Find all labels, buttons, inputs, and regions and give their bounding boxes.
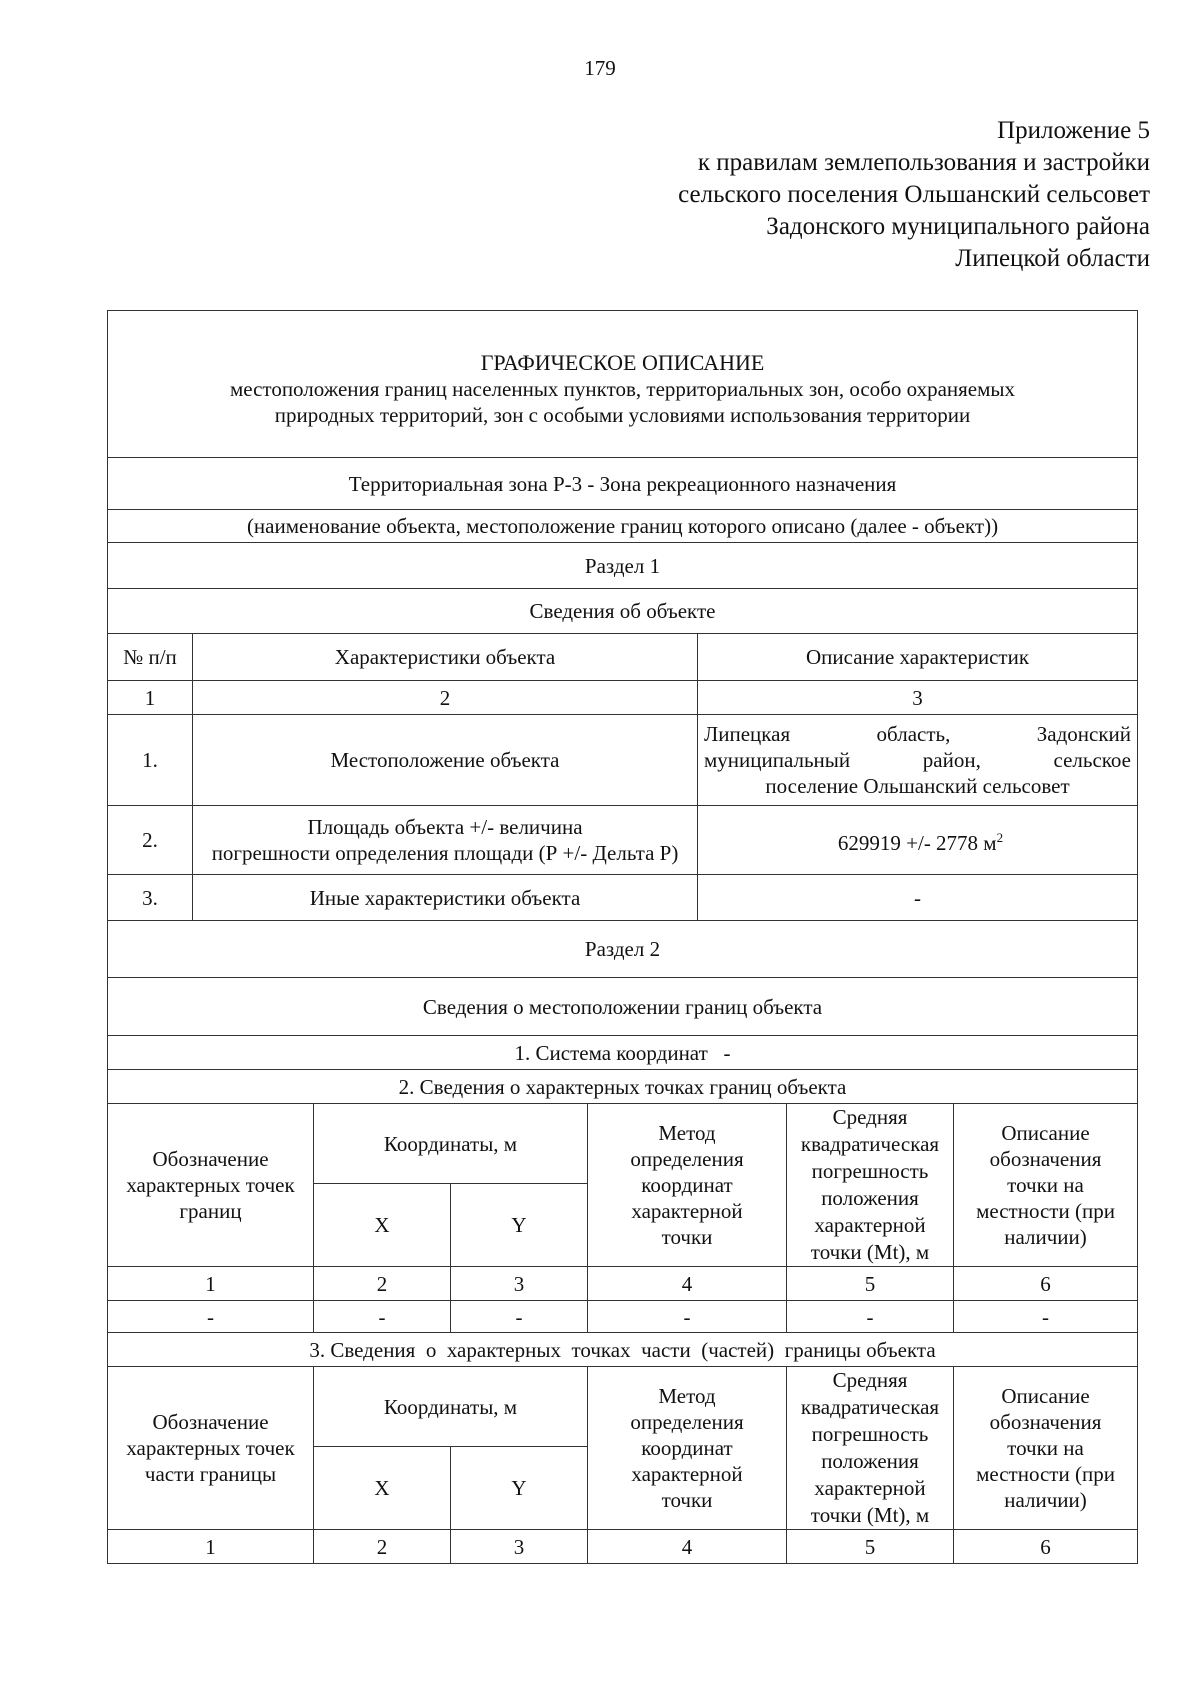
header-line: характерной <box>814 1476 926 1500</box>
graphic-description-table <box>107 310 1138 1564</box>
header-line: обозначения <box>989 1410 1102 1434</box>
header-line: части границы <box>144 1462 277 1486</box>
header-line: Метод <box>658 1384 716 1408</box>
col-number: 5 <box>787 1530 954 1564</box>
row-description <box>698 715 1138 806</box>
document-subtitle-line: природных территорий, зон с особыми условиями использования территории <box>274 403 971 427</box>
appendix-line: Задонского муниципального района <box>766 213 1150 240</box>
col-number: 6 <box>954 1530 1138 1564</box>
empty-cell: - <box>787 1301 954 1333</box>
header-line: точки <box>661 1488 713 1512</box>
coordinate-system: 1. Система координат - <box>108 1036 1138 1070</box>
col-number: 4 <box>588 1530 787 1564</box>
header-line: характерной <box>631 1462 743 1486</box>
col-number: 2 <box>193 681 698 715</box>
appendix-note <box>530 115 1150 275</box>
object-name-caption: (наименование объекта, местоположение границ которого описано (далее - объект)) <box>108 510 1138 543</box>
row-characteristic <box>193 806 698 875</box>
appendix-line: сельского поселения Ольшанский сельсовет <box>678 181 1150 208</box>
col-header-num: № п/п <box>108 634 193 681</box>
parts-section-title: 3. Сведения о характерных точках части (частей) границы объекта <box>108 1333 1138 1367</box>
header-line: наличии) <box>1004 1488 1087 1512</box>
points-section-title: 2. Сведения о характерных точках границ объекта <box>108 1070 1138 1104</box>
header-point-description <box>954 1367 1138 1530</box>
empty-cell: - <box>108 1301 314 1333</box>
section2-subtitle: Сведения о местоположении границ объекта <box>108 978 1138 1036</box>
char-line: погрешности определения площади (Р +/- Дельта Р) <box>211 841 679 865</box>
col-header-description: Описание характеристик <box>698 634 1138 681</box>
row-characteristic: Иные характеристики объекта <box>193 875 698 921</box>
header-line: координат <box>641 1436 733 1460</box>
header-coordinates: Координаты, м <box>314 1367 588 1447</box>
object-name: Территориальная зона Р-3 - Зона рекреационного назначения <box>108 458 1138 510</box>
table-row <box>108 715 1138 806</box>
header-line: характерных точек <box>126 1173 295 1197</box>
header-line: Метод <box>658 1121 716 1145</box>
header-line: квадратическая <box>800 1395 940 1419</box>
header-line: точки на <box>1007 1173 1084 1197</box>
header-line: характерной <box>631 1199 743 1223</box>
section1-title: Раздел 1 <box>108 543 1138 589</box>
empty-cell: - <box>954 1301 1138 1333</box>
desc-word: Липецкая <box>704 722 791 746</box>
empty-cell: - <box>314 1301 451 1333</box>
desc-word: муниципальный <box>704 748 851 772</box>
desc-word: сельское <box>1053 748 1132 772</box>
col-number: 2 <box>314 1530 451 1564</box>
header-line: координат <box>641 1173 733 1197</box>
desc-word: район, <box>922 748 981 772</box>
char-line: Площадь объекта +/- величина <box>307 815 583 839</box>
header-line: точки (Mt), м <box>810 1503 930 1527</box>
header-line: квадратическая <box>800 1132 940 1156</box>
header-line: местности (при <box>976 1199 1115 1223</box>
header-line: местности (при <box>976 1462 1115 1486</box>
col-number: 3 <box>451 1530 588 1564</box>
header-line: погрешность <box>811 1422 929 1446</box>
header-x: X <box>314 1184 451 1267</box>
col-number: 3 <box>698 681 1138 715</box>
col-header-characteristics: Характеристики объекта <box>193 634 698 681</box>
header-line: характерной <box>814 1213 926 1237</box>
row-description: - <box>698 875 1138 921</box>
col-number: 4 <box>588 1267 787 1301</box>
document-title: ГРАФИЧЕСКОЕ ОПИСАНИЕ <box>480 350 765 375</box>
header-error <box>787 1367 954 1530</box>
document-subtitle-line: местоположения границ населенных пунктов, территориальных зон, особо охраняемых <box>229 377 1016 401</box>
header-method <box>588 1104 787 1267</box>
header-line: Описание <box>1001 1121 1090 1145</box>
header-line: определения <box>630 1410 744 1434</box>
header-line: характерных точек <box>126 1436 295 1460</box>
header-method <box>588 1367 787 1530</box>
appendix-line: к правилам землепользования и застройки <box>697 149 1150 176</box>
header-line: точки на <box>1007 1436 1084 1460</box>
area-value: 629919 +/- 2778 м <box>837 830 997 855</box>
table-row <box>108 875 1138 921</box>
col-number: 1 <box>108 1530 314 1564</box>
desc-word: Задонский <box>1036 722 1131 746</box>
header-error <box>787 1104 954 1267</box>
appendix-line: Липецкой области <box>955 245 1150 272</box>
col-number: 6 <box>954 1267 1138 1301</box>
area-unit-superscript: 2 <box>996 829 1004 845</box>
header-line: погрешность <box>811 1159 929 1183</box>
desc-word: область, <box>876 722 951 746</box>
header-line: точки (Mt), м <box>810 1240 930 1264</box>
col-number: 1 <box>108 1267 314 1301</box>
header-line: Обозначение <box>152 1410 269 1434</box>
header-point-description <box>954 1104 1138 1267</box>
table-row <box>108 1301 1138 1333</box>
header-line: точки <box>661 1225 713 1249</box>
row-description <box>698 806 1138 875</box>
header-line: Средняя <box>832 1105 908 1129</box>
desc-line: поселение Ольшанский сельсовет <box>765 774 1070 798</box>
header-coordinates: Координаты, м <box>314 1104 588 1184</box>
header-line: Обозначение <box>152 1147 269 1171</box>
header-y: Y <box>451 1184 588 1267</box>
row-number: 2. <box>108 806 193 875</box>
header-line: положения <box>821 1186 919 1210</box>
row-characteristic: Местоположение объекта <box>193 715 698 806</box>
header-line: обозначения <box>989 1147 1102 1171</box>
table-row <box>108 806 1138 875</box>
header-line: Средняя <box>832 1368 908 1392</box>
empty-cell: - <box>588 1301 787 1333</box>
header-line: наличии) <box>1004 1225 1087 1249</box>
page-number: 179 <box>584 56 616 80</box>
header-line: Описание <box>1001 1384 1090 1408</box>
col-number: 5 <box>787 1267 954 1301</box>
empty-cell: - <box>451 1301 588 1333</box>
section1-subtitle: Сведения об объекте <box>108 589 1138 634</box>
col-number: 2 <box>314 1267 451 1301</box>
col-number: 3 <box>451 1267 588 1301</box>
header-line: границ <box>179 1199 242 1223</box>
appendix-line: Приложение 5 <box>997 117 1150 144</box>
row-number: 3. <box>108 875 193 921</box>
document-header <box>108 311 1138 458</box>
col-number: 1 <box>108 681 193 715</box>
header-line: определения <box>630 1147 744 1171</box>
header-designation-part <box>108 1367 314 1530</box>
row-number: 1. <box>108 715 193 806</box>
header-designation <box>108 1104 314 1267</box>
section2-title: Раздел 2 <box>108 921 1138 978</box>
header-x: X <box>314 1447 451 1530</box>
header-line: положения <box>821 1449 919 1473</box>
header-y: Y <box>451 1447 588 1530</box>
